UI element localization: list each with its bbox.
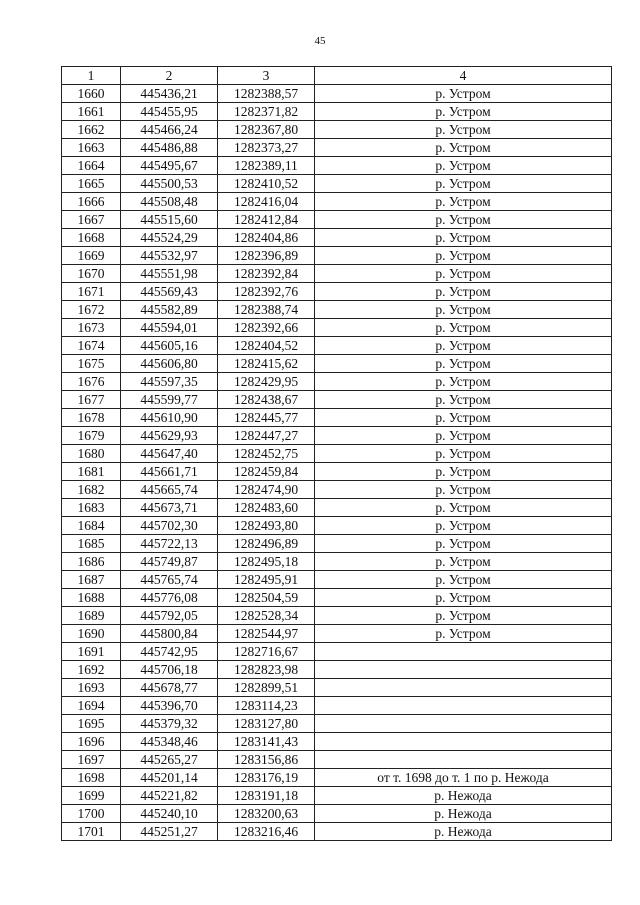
y-coordinate-cell: 1282496,89 <box>218 535 315 553</box>
description-cell: р. Нежода <box>315 823 612 841</box>
point-number-cell: 1686 <box>62 553 121 571</box>
y-coordinate-cell: 1282371,82 <box>218 103 315 121</box>
y-coordinate-cell: 1282483,60 <box>218 499 315 517</box>
point-number-cell: 1683 <box>62 499 121 517</box>
x-coordinate-cell: 445610,90 <box>121 409 218 427</box>
description-cell: р. Устром <box>315 535 612 553</box>
description-cell: р. Устром <box>315 355 612 373</box>
point-number-cell: 1669 <box>62 247 121 265</box>
description-cell: р. Устром <box>315 193 612 211</box>
table-row <box>62 715 612 733</box>
description-cell: р. Устром <box>315 139 612 157</box>
table-row <box>62 571 612 589</box>
description-cell: р. Устром <box>315 409 612 427</box>
y-coordinate-cell: 1282367,80 <box>218 121 315 139</box>
description-cell: от т. 1698 до т. 1 по р. Нежода <box>315 769 612 787</box>
description-cell <box>315 715 612 733</box>
table-row <box>62 751 612 769</box>
point-number-cell: 1673 <box>62 319 121 337</box>
point-number-cell: 1688 <box>62 589 121 607</box>
table-row <box>62 265 612 283</box>
table-row <box>62 607 612 625</box>
description-cell <box>315 733 612 751</box>
point-number-cell: 1667 <box>62 211 121 229</box>
y-coordinate-cell: 1282404,86 <box>218 229 315 247</box>
point-number-cell: 1665 <box>62 175 121 193</box>
description-cell: р. Устром <box>315 481 612 499</box>
description-cell: р. Устром <box>315 445 612 463</box>
x-coordinate-cell: 445706,18 <box>121 661 218 679</box>
description-cell: р. Устром <box>315 301 612 319</box>
x-coordinate-cell: 445765,74 <box>121 571 218 589</box>
x-coordinate-cell: 445582,89 <box>121 301 218 319</box>
table-row <box>62 535 612 553</box>
point-number-cell: 1670 <box>62 265 121 283</box>
point-number-cell: 1661 <box>62 103 121 121</box>
table-row <box>62 463 612 481</box>
description-cell: р. Нежода <box>315 787 612 805</box>
coordinates-table <box>61 66 612 841</box>
x-coordinate-cell: 445251,27 <box>121 823 218 841</box>
y-coordinate-cell: 1282445,77 <box>218 409 315 427</box>
x-coordinate-cell: 445665,74 <box>121 481 218 499</box>
x-coordinate-cell: 445742,95 <box>121 643 218 661</box>
description-cell: р. Устром <box>315 625 612 643</box>
y-coordinate-cell: 1282415,62 <box>218 355 315 373</box>
x-coordinate-cell: 445594,01 <box>121 319 218 337</box>
y-coordinate-cell: 1283141,43 <box>218 733 315 751</box>
x-coordinate-cell: 445605,16 <box>121 337 218 355</box>
x-coordinate-cell: 445240,10 <box>121 805 218 823</box>
description-cell: р. Устром <box>315 517 612 535</box>
x-coordinate-cell: 445396,70 <box>121 697 218 715</box>
point-number-cell: 1680 <box>62 445 121 463</box>
point-number-cell: 1664 <box>62 157 121 175</box>
x-coordinate-cell: 445508,48 <box>121 193 218 211</box>
column-header-1: 1 <box>62 67 121 85</box>
point-number-cell: 1692 <box>62 661 121 679</box>
point-number-cell: 1662 <box>62 121 121 139</box>
point-number-cell: 1678 <box>62 409 121 427</box>
description-cell: р. Устром <box>315 229 612 247</box>
description-cell <box>315 751 612 769</box>
table-row <box>62 121 612 139</box>
y-coordinate-cell: 1282416,04 <box>218 193 315 211</box>
point-number-cell: 1699 <box>62 787 121 805</box>
y-coordinate-cell: 1282495,18 <box>218 553 315 571</box>
point-number-cell: 1660 <box>62 85 121 103</box>
x-coordinate-cell: 445532,97 <box>121 247 218 265</box>
point-number-cell: 1675 <box>62 355 121 373</box>
column-header-4: 4 <box>315 67 612 85</box>
y-coordinate-cell: 1283191,18 <box>218 787 315 805</box>
point-number-cell: 1685 <box>62 535 121 553</box>
point-number-cell: 1697 <box>62 751 121 769</box>
table-row <box>62 553 612 571</box>
table-row <box>62 409 612 427</box>
table-row <box>62 247 612 265</box>
y-coordinate-cell: 1282438,67 <box>218 391 315 409</box>
y-coordinate-cell: 1282404,52 <box>218 337 315 355</box>
y-coordinate-cell: 1283127,80 <box>218 715 315 733</box>
table-row <box>62 229 612 247</box>
table-row <box>62 211 612 229</box>
x-coordinate-cell: 445455,95 <box>121 103 218 121</box>
y-coordinate-cell: 1282392,66 <box>218 319 315 337</box>
y-coordinate-cell: 1282396,89 <box>218 247 315 265</box>
description-cell <box>315 661 612 679</box>
table-row <box>62 175 612 193</box>
x-coordinate-cell: 445661,71 <box>121 463 218 481</box>
y-coordinate-cell: 1282410,52 <box>218 175 315 193</box>
point-number-cell: 1693 <box>62 679 121 697</box>
y-coordinate-cell: 1282495,91 <box>218 571 315 589</box>
table-row <box>62 805 612 823</box>
x-coordinate-cell: 445678,77 <box>121 679 218 697</box>
x-coordinate-cell: 445379,32 <box>121 715 218 733</box>
description-cell: р. Устром <box>315 319 612 337</box>
x-coordinate-cell: 445500,53 <box>121 175 218 193</box>
x-coordinate-cell: 445486,88 <box>121 139 218 157</box>
x-coordinate-cell: 445647,40 <box>121 445 218 463</box>
table-row <box>62 391 612 409</box>
table-row <box>62 769 612 787</box>
table-row <box>62 733 612 751</box>
x-coordinate-cell: 445629,93 <box>121 427 218 445</box>
x-coordinate-cell: 445673,71 <box>121 499 218 517</box>
point-number-cell: 1689 <box>62 607 121 625</box>
y-coordinate-cell: 1283200,63 <box>218 805 315 823</box>
point-number-cell: 1677 <box>62 391 121 409</box>
x-coordinate-cell: 445524,29 <box>121 229 218 247</box>
description-cell: р. Нежода <box>315 805 612 823</box>
point-number-cell: 1701 <box>62 823 121 841</box>
table-header-row <box>62 67 612 85</box>
description-cell: р. Устром <box>315 499 612 517</box>
table-row <box>62 481 612 499</box>
y-coordinate-cell: 1282389,11 <box>218 157 315 175</box>
description-cell: р. Устром <box>315 121 612 139</box>
description-cell: р. Устром <box>315 391 612 409</box>
point-number-cell: 1691 <box>62 643 121 661</box>
point-number-cell: 1695 <box>62 715 121 733</box>
x-coordinate-cell: 445436,21 <box>121 85 218 103</box>
x-coordinate-cell: 445749,87 <box>121 553 218 571</box>
table-row <box>62 697 612 715</box>
table-row <box>62 85 612 103</box>
description-cell <box>315 679 612 697</box>
description-cell: р. Устром <box>315 175 612 193</box>
x-coordinate-cell: 445800,84 <box>121 625 218 643</box>
y-coordinate-cell: 1283114,23 <box>218 697 315 715</box>
y-coordinate-cell: 1282388,74 <box>218 301 315 319</box>
point-number-cell: 1666 <box>62 193 121 211</box>
table-row <box>62 643 612 661</box>
y-coordinate-cell: 1282447,27 <box>218 427 315 445</box>
description-cell <box>315 643 612 661</box>
table-row <box>62 427 612 445</box>
point-number-cell: 1684 <box>62 517 121 535</box>
description-cell: р. Устром <box>315 265 612 283</box>
description-cell: р. Устром <box>315 463 612 481</box>
description-cell: р. Устром <box>315 373 612 391</box>
table-row <box>62 517 612 535</box>
y-coordinate-cell: 1282528,34 <box>218 607 315 625</box>
table-row <box>62 193 612 211</box>
x-coordinate-cell: 445569,43 <box>121 283 218 301</box>
y-coordinate-cell: 1282716,67 <box>218 643 315 661</box>
description-cell: р. Устром <box>315 589 612 607</box>
table-row <box>62 337 612 355</box>
description-cell: р. Устром <box>315 337 612 355</box>
y-coordinate-cell: 1282388,57 <box>218 85 315 103</box>
table-row <box>62 355 612 373</box>
y-coordinate-cell: 1282459,84 <box>218 463 315 481</box>
point-number-cell: 1672 <box>62 301 121 319</box>
y-coordinate-cell: 1282823,98 <box>218 661 315 679</box>
y-coordinate-cell: 1282412,84 <box>218 211 315 229</box>
point-number-cell: 1681 <box>62 463 121 481</box>
point-number-cell: 1687 <box>62 571 121 589</box>
x-coordinate-cell: 445495,67 <box>121 157 218 175</box>
table-row <box>62 319 612 337</box>
y-coordinate-cell: 1282452,75 <box>218 445 315 463</box>
x-coordinate-cell: 445722,13 <box>121 535 218 553</box>
point-number-cell: 1679 <box>62 427 121 445</box>
y-coordinate-cell: 1283156,86 <box>218 751 315 769</box>
column-header-3: 3 <box>218 67 315 85</box>
x-coordinate-cell: 445348,46 <box>121 733 218 751</box>
page-number: 45 <box>314 35 326 47</box>
table-row <box>62 445 612 463</box>
x-coordinate-cell: 445599,77 <box>121 391 218 409</box>
table-row <box>62 499 612 517</box>
table-row <box>62 679 612 697</box>
y-coordinate-cell: 1282899,51 <box>218 679 315 697</box>
table-row <box>62 661 612 679</box>
description-cell: р. Устром <box>315 103 612 121</box>
y-coordinate-cell: 1282373,27 <box>218 139 315 157</box>
table-row <box>62 157 612 175</box>
description-cell: р. Устром <box>315 571 612 589</box>
description-cell: р. Устром <box>315 283 612 301</box>
x-coordinate-cell: 445776,08 <box>121 589 218 607</box>
description-cell: р. Устром <box>315 553 612 571</box>
y-coordinate-cell: 1282544,97 <box>218 625 315 643</box>
x-coordinate-cell: 445515,60 <box>121 211 218 229</box>
x-coordinate-cell: 445551,98 <box>121 265 218 283</box>
point-number-cell: 1682 <box>62 481 121 499</box>
table-row <box>62 103 612 121</box>
x-coordinate-cell: 445606,80 <box>121 355 218 373</box>
x-coordinate-cell: 445221,82 <box>121 787 218 805</box>
description-cell: р. Устром <box>315 85 612 103</box>
y-coordinate-cell: 1283176,19 <box>218 769 315 787</box>
point-number-cell: 1676 <box>62 373 121 391</box>
point-number-cell: 1690 <box>62 625 121 643</box>
point-number-cell: 1668 <box>62 229 121 247</box>
table-row <box>62 787 612 805</box>
point-number-cell: 1698 <box>62 769 121 787</box>
table-body <box>62 85 612 841</box>
table-row <box>62 625 612 643</box>
point-number-cell: 1674 <box>62 337 121 355</box>
point-number-cell: 1696 <box>62 733 121 751</box>
x-coordinate-cell: 445201,14 <box>121 769 218 787</box>
table-row <box>62 139 612 157</box>
table-row <box>62 823 612 841</box>
description-cell: р. Устром <box>315 607 612 625</box>
y-coordinate-cell: 1282493,80 <box>218 517 315 535</box>
y-coordinate-cell: 1282429,95 <box>218 373 315 391</box>
y-coordinate-cell: 1282504,59 <box>218 589 315 607</box>
x-coordinate-cell: 445466,24 <box>121 121 218 139</box>
point-number-cell: 1694 <box>62 697 121 715</box>
description-cell: р. Устром <box>315 427 612 445</box>
x-coordinate-cell: 445702,30 <box>121 517 218 535</box>
table-row <box>62 373 612 391</box>
x-coordinate-cell: 445265,27 <box>121 751 218 769</box>
x-coordinate-cell: 445792,05 <box>121 607 218 625</box>
description-cell: р. Устром <box>315 211 612 229</box>
point-number-cell: 1671 <box>62 283 121 301</box>
description-cell: р. Устром <box>315 157 612 175</box>
y-coordinate-cell: 1282392,76 <box>218 283 315 301</box>
y-coordinate-cell: 1283216,46 <box>218 823 315 841</box>
y-coordinate-cell: 1282392,84 <box>218 265 315 283</box>
description-cell: р. Устром <box>315 247 612 265</box>
table-row <box>62 589 612 607</box>
description-cell <box>315 697 612 715</box>
table-row <box>62 283 612 301</box>
x-coordinate-cell: 445597,35 <box>121 373 218 391</box>
point-number-cell: 1700 <box>62 805 121 823</box>
point-number-cell: 1663 <box>62 139 121 157</box>
table-row <box>62 301 612 319</box>
y-coordinate-cell: 1282474,90 <box>218 481 315 499</box>
column-header-2: 2 <box>121 67 218 85</box>
